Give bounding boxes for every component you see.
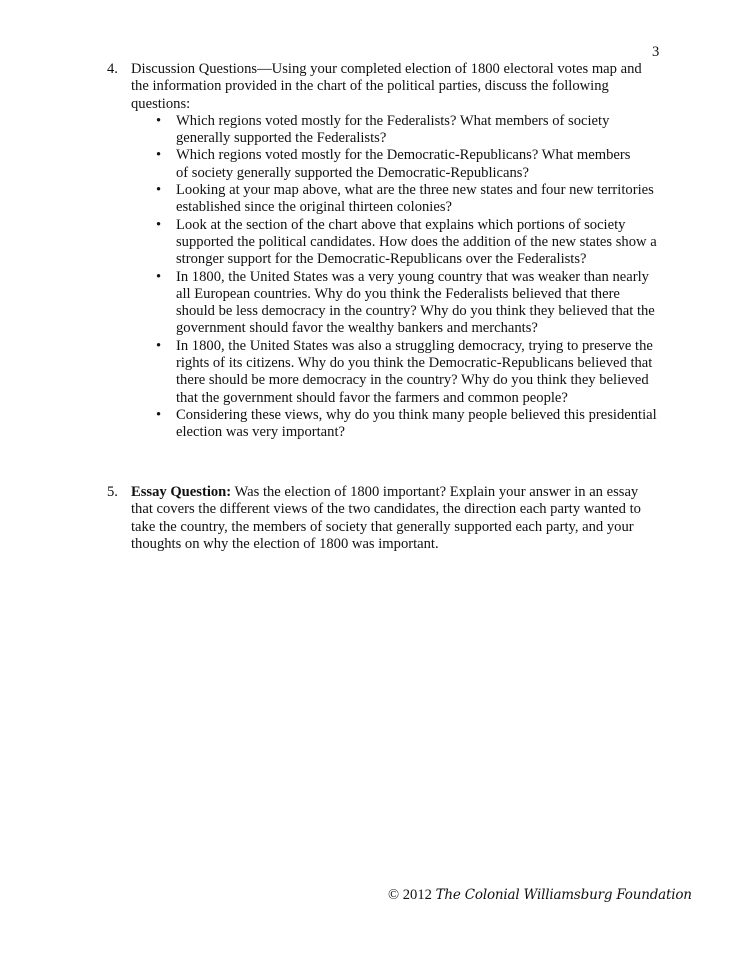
footer-copyright bbox=[388, 887, 692, 904]
text-segment: thoughts on why the election of 1800 was important. bbox=[131, 535, 439, 552]
page-number: 3 bbox=[652, 44, 660, 60]
text-line: supported the political candidates. How does the addition of the new states show a bbox=[176, 233, 657, 250]
question-4 bbox=[107, 61, 677, 442]
text-line: government should favor the wealthy bankers and merchants? bbox=[176, 320, 538, 337]
bullet-item bbox=[156, 113, 677, 148]
text-line: election was very important? bbox=[176, 424, 345, 441]
bullet-icon: • bbox=[156, 216, 162, 233]
bullet-item bbox=[156, 338, 677, 407]
bullet-item bbox=[156, 217, 677, 269]
text-line: there should be more democracy in the country? Why do you think they believed bbox=[176, 372, 649, 389]
text-line bbox=[131, 501, 677, 518]
text-line: generally supported the Federalists? bbox=[176, 130, 387, 147]
bullet-icon: • bbox=[156, 182, 162, 199]
text-line: Look at the section of the chart above that explains which portions of society bbox=[176, 216, 626, 233]
text-segment: take the country, the members of society that generally supported each party, and your bbox=[131, 518, 634, 535]
bullet-item bbox=[156, 147, 677, 182]
text-line: should be less democracy in the country? Why do you think they believed that the bbox=[176, 303, 655, 320]
bullet-icon: • bbox=[156, 147, 162, 164]
text-line: Which regions voted mostly for the Federalists? What members of society bbox=[176, 112, 610, 129]
text-line: Discussion Questions—Using your completed election of 1800 electoral votes map and bbox=[131, 61, 642, 77]
text-segment: Was the election of 1800 important? Explain your answer in an essay bbox=[231, 484, 639, 500]
bullet-icon: • bbox=[156, 337, 162, 354]
text-line: Considering these views, why do you think many people believed this presidential bbox=[176, 406, 657, 423]
question-number: 5. bbox=[107, 484, 118, 500]
bullet-item bbox=[156, 269, 677, 338]
text-line: Looking at your map above, what are the three new states and four new territories bbox=[176, 182, 654, 199]
bullet-item bbox=[156, 407, 677, 442]
text-line: established since the original thirteen colonies? bbox=[176, 199, 452, 216]
text-line: questions: bbox=[131, 95, 191, 112]
text-line bbox=[131, 536, 677, 553]
text-line bbox=[131, 484, 677, 501]
foundation-logo-text: The Colonial Williamsburg Foundation bbox=[435, 887, 692, 903]
bullet-item bbox=[156, 182, 677, 217]
bullet-icon: • bbox=[156, 268, 162, 285]
text-line: In 1800, the United States was a very young country that was weaker than nearly bbox=[176, 268, 649, 285]
bullet-list bbox=[156, 113, 677, 442]
bullet-icon: • bbox=[156, 406, 162, 423]
text-line bbox=[131, 519, 677, 536]
text-line: the information provided in the chart of the political parties, discuss the following bbox=[131, 78, 609, 95]
essay-label: Essay Question: bbox=[131, 484, 232, 500]
text-line: stronger support for the Democratic-Republicans over the Federalists? bbox=[176, 251, 587, 268]
text-line: In 1800, the United States was also a struggling democracy, trying to preserve the bbox=[176, 337, 653, 354]
bullet-icon: • bbox=[156, 112, 162, 129]
question-5 bbox=[107, 484, 677, 553]
text-line: that the government should favor the farmers and common people? bbox=[176, 389, 568, 406]
text-segment: that covers the different views of the two candidates, the direction each party wanted to bbox=[131, 501, 641, 518]
text-line: all European countries. Why do you think the Federalists believed that there bbox=[176, 285, 620, 302]
question-number: 4. bbox=[107, 61, 118, 77]
text-line: rights of its citizens. Why do you think the Democratic-Republicans believed that bbox=[176, 355, 653, 372]
copyright-year: © 2012 bbox=[388, 887, 432, 903]
text-line: of society generally supported the Democratic-Republicans? bbox=[176, 164, 529, 181]
text-line: Which regions voted mostly for the Democratic-Republicans? What members bbox=[176, 147, 631, 164]
